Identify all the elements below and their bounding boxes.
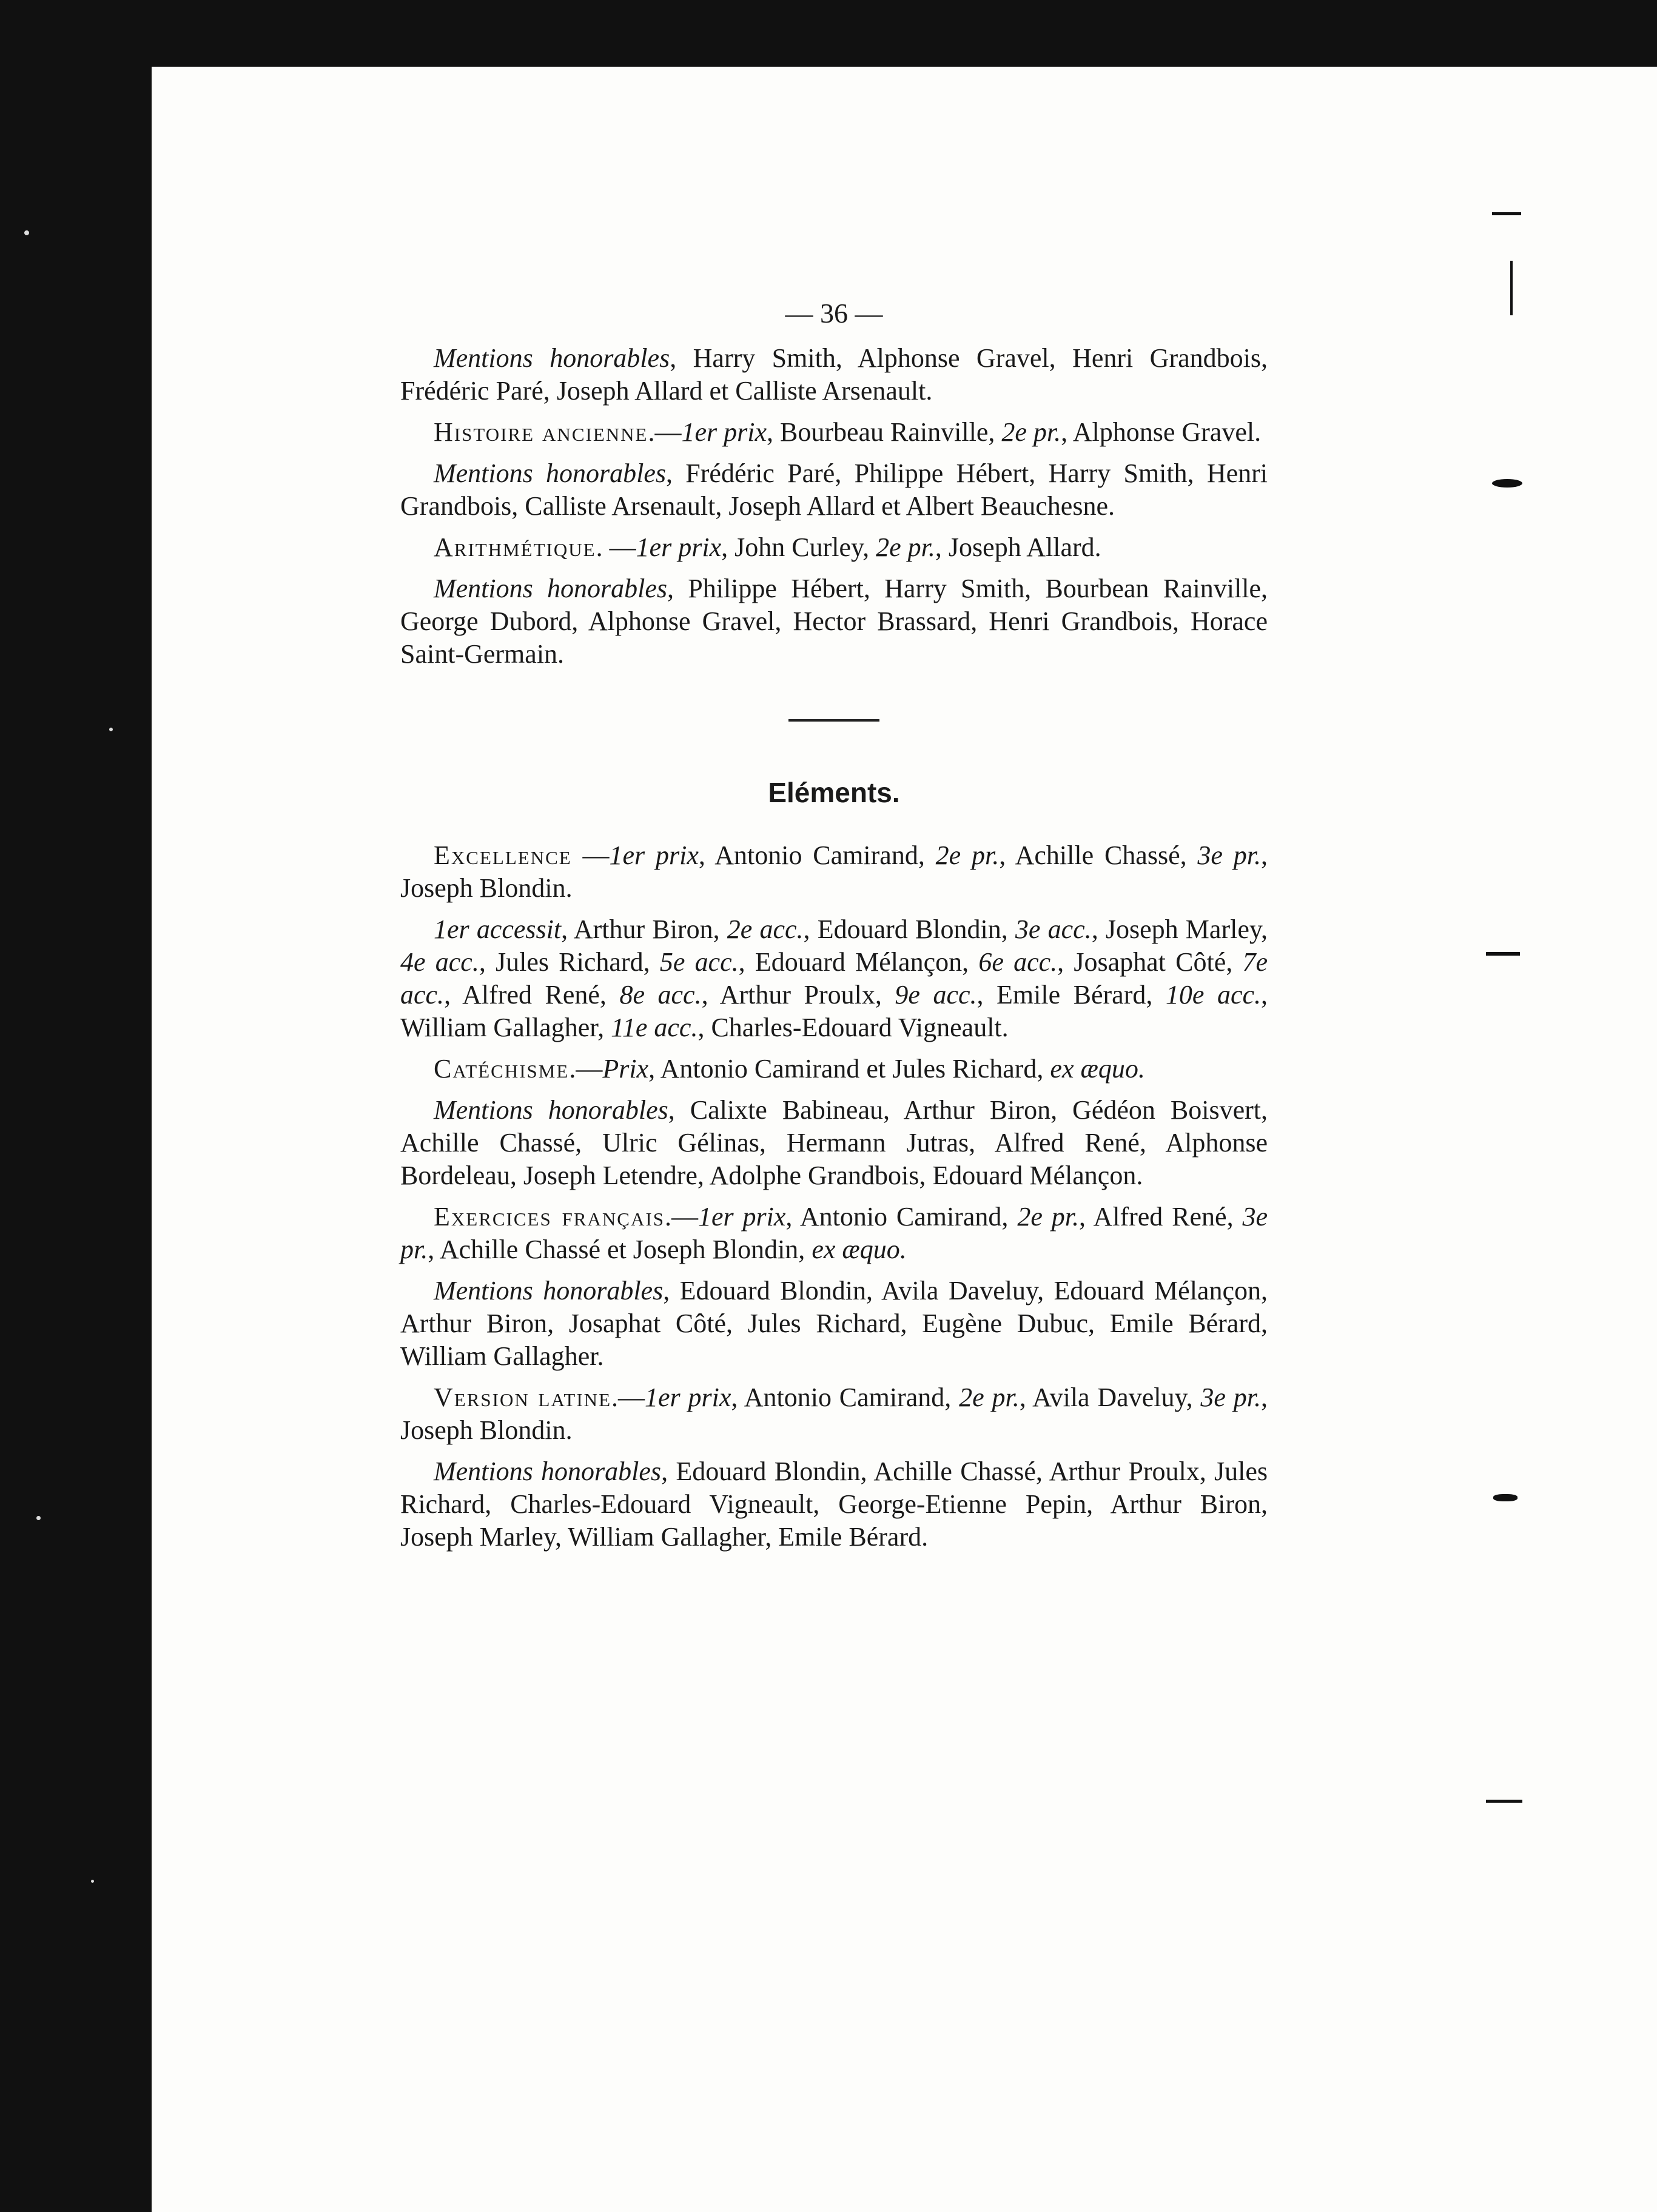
accessit-label: 4e acc. — [400, 947, 479, 977]
paragraph-accessits — [400, 913, 1268, 1044]
accessit-name: , Arthur Proulx, — [701, 980, 895, 1010]
separator: .— — [664, 1202, 698, 1232]
winner-text: , John Curley, — [721, 532, 876, 562]
prize-label: 1er prix — [697, 1202, 786, 1232]
accessit-name: , Joseph Marley, — [1091, 914, 1268, 944]
accessit-label: 1er accessit — [434, 914, 562, 944]
accessit-label: 5e acc. — [659, 947, 739, 977]
paragraph-histoire-ancienne — [400, 416, 1268, 449]
separator: .— — [569, 1054, 603, 1084]
winner-text: , Achille Chassé, — [999, 840, 1198, 870]
separator: — — [571, 840, 610, 870]
mentions-label: Mentions honorables — [434, 1276, 664, 1305]
prize-label: 1er prix — [609, 840, 699, 870]
accessit-name: , Josaphat Côté, — [1057, 947, 1243, 977]
accessit-name: , Arthur Biron, — [561, 914, 727, 944]
accessit-label: 2e acc. — [727, 914, 804, 944]
mentions-text: , Harry Smith, Alphonse Gravel, Henri Grandbois, Frédéric Paré, Joseph Allard et Calliste Arsenault. — [400, 343, 1268, 406]
accessit-name: , Jules Richard, — [479, 947, 660, 977]
accessit-name: , Alfred René, — [444, 980, 620, 1010]
prize-label: 1er prix — [645, 1382, 731, 1412]
prize-label: 3e pr. — [400, 1202, 1268, 1264]
prize-label: 2e pr. — [1001, 417, 1061, 447]
winner-text: , Antonio Camirand et Jules Richard, — [648, 1054, 1050, 1084]
paragraph-mentions-5 — [400, 1275, 1268, 1373]
winner-text: , Joseph Allard. — [935, 532, 1101, 562]
subject-heading: Histoire ancienne — [434, 417, 648, 447]
prize-label: 3e pr. — [1197, 840, 1262, 870]
mentions-text: , Philippe Hébert, Harry Smith, Bourbean Rainville, George Dubord, Alphonse Gravel, Hector Brassard, Henri Grandbois, Horace Saint-Germain. — [400, 574, 1268, 669]
accessit-name: , Charles-Edouard Vigneault. — [697, 1013, 1009, 1042]
mentions-label: Mentions honorables — [434, 343, 670, 373]
prize-label: 2e pr. — [1017, 1202, 1079, 1232]
mentions-label: Mentions honorables — [434, 1095, 668, 1125]
mentions-text: , Frédéric Paré, Philippe Hébert, Harry Smith, Henri Grandbois, Calliste Arsenault, Joseph Allard et Albert Beauchesne. — [400, 458, 1268, 521]
subject-heading: Catéchisme — [434, 1054, 570, 1084]
prize-label: 1er prix — [681, 417, 767, 447]
accessit-label: 11e acc. — [611, 1013, 698, 1042]
mentions-label: Mentions honorables — [434, 1456, 662, 1486]
accessit-name: , Emile Bérard, — [976, 980, 1166, 1010]
subject-heading: Version latine — [434, 1382, 612, 1412]
separator: .— — [648, 417, 682, 447]
subject-heading: Excellence — [434, 840, 572, 870]
page-number: — 36 — — [785, 298, 883, 329]
mentions-text: , Calixte Babineau, Arthur Biron, Gédéon Boisvert, Achille Chassé, Ulric Gélinas, Hermann Jutras, Alfred René, Alphonse Bordeleau, Joseph Letendre, Adolphe Grandbois, Edouard Mélançon. — [400, 1095, 1268, 1190]
winner-text: , Antonio Camirand, — [785, 1202, 1018, 1232]
paragraph-mentions-6 — [400, 1455, 1268, 1553]
prize-label: 2e pr. — [959, 1382, 1020, 1412]
mentions-text: , Edouard Blondin, Avila Daveluy, Edouard Mélançon, Arthur Biron, Josaphat Côté, Jules Richard, Eugène Dubuc, Emile Bérard, William Gallagher. — [400, 1276, 1268, 1371]
prize-label: 1er prix — [636, 532, 722, 562]
winner-text: , Alfred René, — [1079, 1202, 1243, 1232]
text-column — [400, 297, 1268, 1562]
mentions-text: , Edouard Blondin, Achille Chassé, Arthur Proulx, Jules Richard, Charles-Edouard Vigneault, George-Etienne Pepin, Arthur Biron, Joseph Marley, William Gallagher, Emile Bérard. — [400, 1456, 1268, 1552]
mentions-label: Mentions honorables — [434, 574, 667, 603]
mentions-label: Mentions honorables — [434, 458, 667, 488]
paragraph-catechisme — [400, 1053, 1268, 1085]
accessit-name: , Edouard Blondin, — [803, 914, 1015, 944]
paragraph-excellence — [400, 839, 1268, 905]
accessit-label: 9e acc. — [895, 980, 977, 1010]
winner-text: , Alphonse Gravel. — [1061, 417, 1262, 447]
accessit-label: 8e acc. — [619, 980, 702, 1010]
accessit-label: 7e acc. — [400, 947, 1268, 1010]
accessit-name: , Edouard Mélançon, — [738, 947, 979, 977]
accessit-label: 6e acc. — [978, 947, 1058, 977]
separator: .— — [611, 1382, 645, 1412]
paragraph-exercices-francais — [400, 1201, 1268, 1266]
prize-label: 2e pr. — [876, 532, 935, 562]
winner-text: , Joseph Blondin. — [400, 840, 1268, 903]
accessit-label: 10e acc. — [1165, 980, 1262, 1010]
paragraph-mentions-3 — [400, 572, 1268, 671]
section-divider — [788, 719, 879, 722]
accessit-label: 3e acc. — [1015, 914, 1092, 944]
subject-heading: Arithmétique — [434, 532, 596, 562]
paragraph-mentions-1 — [400, 342, 1268, 407]
paragraph-mentions-4 — [400, 1094, 1268, 1192]
section-title: Eléments. — [768, 777, 900, 808]
accessit-name: , William Gallagher, — [400, 980, 1268, 1042]
paragraph-arithmetique — [400, 531, 1268, 564]
prize-label: 3e pr. — [1200, 1382, 1261, 1412]
ex-aequo-label: ex æquo. — [812, 1235, 907, 1264]
winner-text: , Bourbeau Rainville, — [767, 417, 1002, 447]
separator: . — — [596, 532, 636, 562]
prize-label: 2e pr. — [935, 840, 1000, 870]
paragraph-mentions-2 — [400, 457, 1268, 523]
prize-label: Prix — [602, 1054, 649, 1084]
ex-aequo-label: ex æquo. — [1050, 1054, 1145, 1084]
winner-text: , Antonio Camirand, — [698, 840, 936, 870]
winner-text: , Achille Chassé et Joseph Blondin, — [428, 1235, 812, 1264]
winner-text: , Antonio Camirand, — [731, 1382, 960, 1412]
winner-text: , Joseph Blondin. — [400, 1382, 1268, 1445]
subject-heading: Exercices français — [434, 1202, 665, 1232]
winner-text: , Avila Daveluy, — [1019, 1382, 1201, 1412]
paragraph-version-latine — [400, 1381, 1268, 1447]
